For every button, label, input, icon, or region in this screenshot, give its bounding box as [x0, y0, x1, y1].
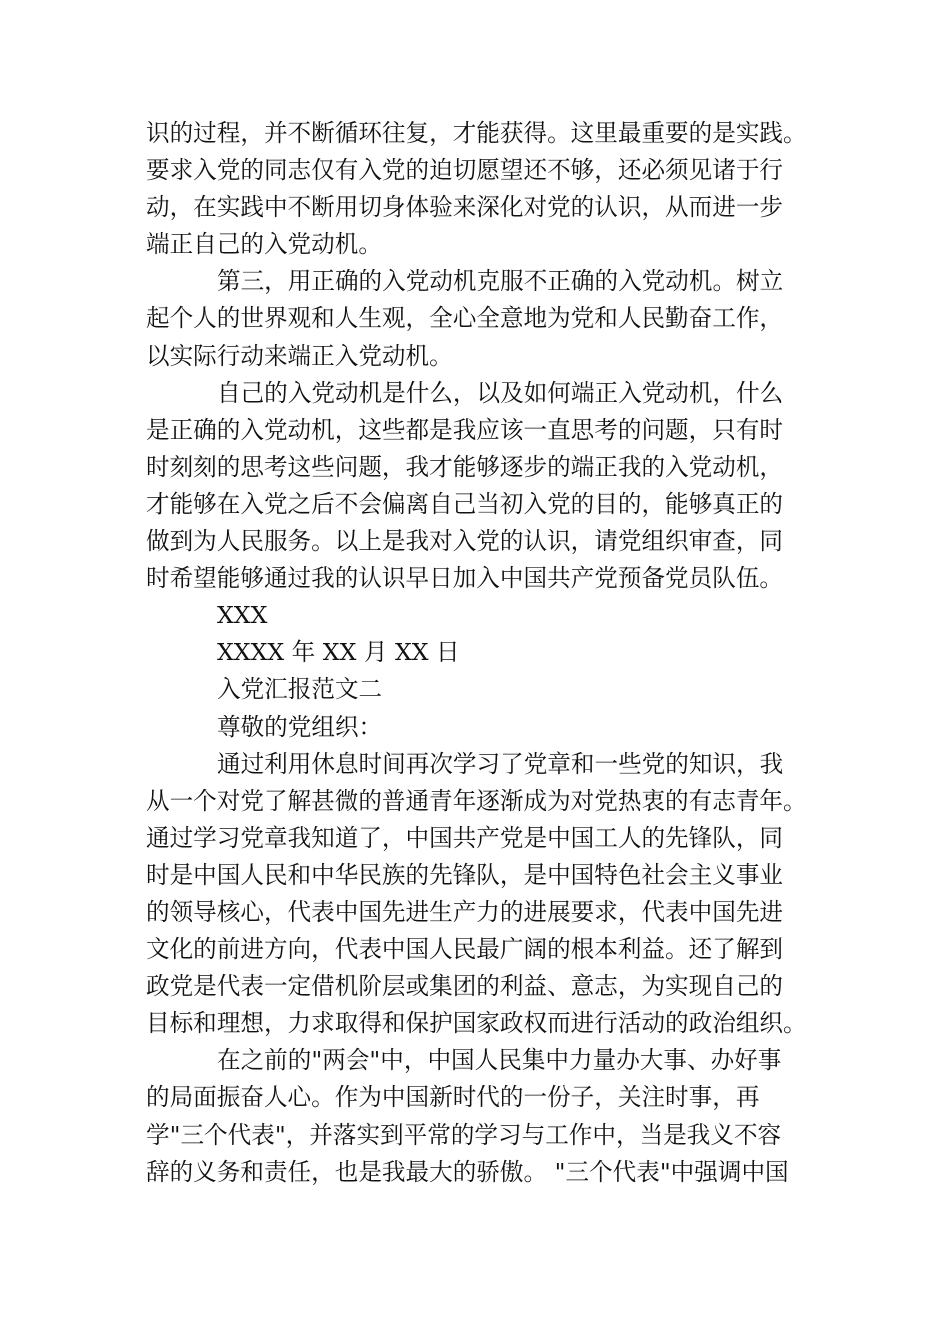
text-line: 识的过程，并不断循环往复，才能获得。这里最重要的是实践。: [146, 119, 807, 147]
text-line: 目标和理想，力求取得和保护国家政权而进行活动的政治组织。: [146, 1009, 807, 1038]
text-line: 时是中国人民和中华民族的先锋队，是中国特色社会主义事业: [146, 860, 784, 889]
text-line: 自己的入党动机是什么，以及如何端正入党动机，什么: [217, 378, 784, 407]
text-line: 端正自己的入党动机。: [146, 230, 382, 259]
text-line: 尊敬的党组织：: [217, 712, 383, 741]
text-line: 学"三个代表"，并落实到平常的学习与工作中，当是我义不容: [146, 1120, 782, 1149]
text-line: 从一个对党了解甚微的普通青年逐渐成为对党热衷的有志青年。: [146, 786, 807, 815]
text-line: 时希望能够通过我的认识早日加入中国共产党预备党员队伍。: [146, 564, 784, 593]
text-line: XXX: [217, 601, 268, 630]
text-line: 动，在实践中不断用切身体验来深化对党的认识，从而进一步: [146, 193, 784, 222]
text-line: XXXX 年 XX 月 XX 日: [217, 638, 460, 667]
text-line: 第三，用正确的入党动机克服不正确的入党动机。树立: [217, 267, 784, 296]
text-line: 才能够在入党之后不会偏离自己当初入党的目的，能够真正的: [146, 489, 784, 518]
text-line: 通过利用休息时间再次学习了党章和一些党的知识，我: [217, 749, 784, 778]
text-line: 的局面振奋人心。作为中国新时代的一份子，关注时事，再: [146, 1083, 760, 1112]
text-line: 的领导核心，代表中国先进生产力的进展要求，代表中国先进: [146, 897, 784, 926]
text-line: 文化的前进方向，代表中国人民最广阔的根本利益。还了解到: [146, 935, 784, 964]
text-line: 入党汇报范文二: [217, 675, 383, 704]
document-body: [146, 115, 816, 1191]
text-line: 以实际行动来端正入党动机。: [146, 341, 453, 370]
text-line: 要求入党的同志仅有入党的迫切愿望还不够，还必须见诸于行: [146, 156, 784, 185]
text-line: 做到为人民服务。以上是我对入党的认识，请党组织审查，同: [146, 527, 784, 556]
text-line: 政党是代表一定借机阶层或集团的利益、意志，为实现自己的: [146, 972, 784, 1001]
text-line: 通过学习党章我知道了，中国共产党是中国工人的先锋队，同: [146, 823, 784, 852]
text-line: 时刻刻的思考这些问题，我才能够逐步的端正我的入党动机，: [146, 452, 784, 481]
text-line: 是正确的入党动机，这些都是我应该一直思考的问题，只有时: [146, 415, 784, 444]
text-line: 在之前的"两会"中，中国人民集中力量办大事、办好事: [217, 1046, 782, 1075]
text-line: 起个人的世界观和人生观，全心全意地为党和人民勤奋工作，: [146, 304, 784, 333]
text-line: 辞的义务和责任，也是我最大的骄傲。 "三个代表"中强调中国: [146, 1157, 789, 1186]
